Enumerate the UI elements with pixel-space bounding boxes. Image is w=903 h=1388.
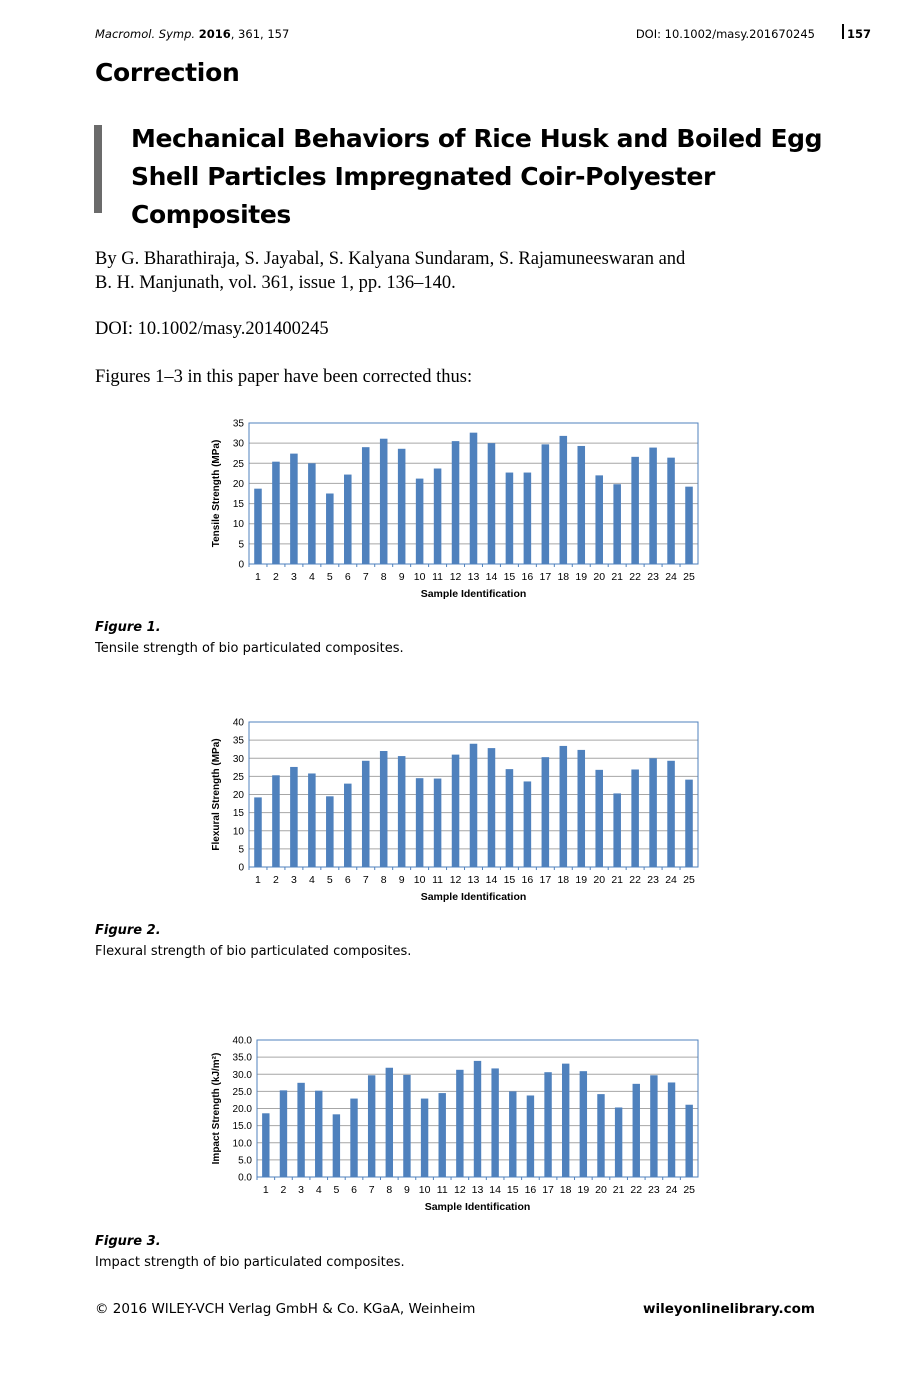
bar <box>386 1068 393 1177</box>
y-tick-label: 10 <box>232 826 244 838</box>
x-tick-label: 25 <box>683 571 695 583</box>
y-tick-label: 5 <box>238 539 244 551</box>
bar <box>650 1075 657 1177</box>
x-tick-label: 10 <box>413 571 426 583</box>
bar <box>290 767 298 867</box>
bar <box>308 463 316 564</box>
bar <box>398 756 406 867</box>
bar <box>452 755 460 867</box>
bar <box>368 1075 375 1177</box>
x-tick-label: 15 <box>503 571 516 583</box>
bar <box>254 489 262 564</box>
bar <box>272 462 280 564</box>
bar <box>470 433 478 564</box>
x-tick-label: 16 <box>521 874 534 886</box>
bar <box>631 769 639 867</box>
y-tick-label: 40.0 <box>232 1035 252 1047</box>
x-tick-label: 3 <box>290 874 297 886</box>
y-tick-label: 0 <box>238 862 244 874</box>
bar <box>262 1113 269 1177</box>
x-tick-label: 6 <box>344 571 351 583</box>
bar <box>613 793 621 867</box>
y-tick-label: 40 <box>232 717 244 729</box>
x-tick-label: 20 <box>595 1184 607 1196</box>
y-tick-label: 30.0 <box>232 1069 252 1081</box>
x-tick-label: 17 <box>539 874 552 886</box>
x-axis-title: Sample Identification <box>420 891 527 903</box>
figure-1-caption: Tensile strength of bio particulated composites. <box>95 641 404 656</box>
bar <box>434 779 442 867</box>
x-tick-label: 1 <box>255 571 261 583</box>
bar <box>595 475 603 564</box>
bar <box>685 780 693 867</box>
x-tick-label: 9 <box>398 874 405 886</box>
bar <box>280 1090 287 1177</box>
bar <box>297 1083 304 1177</box>
bar <box>344 475 352 564</box>
bar <box>562 1064 569 1177</box>
y-tick-label: 15.0 <box>232 1121 252 1133</box>
journal-volume-pages: , 361, 157 <box>230 27 290 41</box>
bar <box>577 446 585 564</box>
x-tick-label: 17 <box>542 1184 554 1196</box>
x-tick-label: 25 <box>683 1184 696 1196</box>
x-tick-label: 23 <box>648 1184 660 1196</box>
bar <box>542 757 550 867</box>
y-tick-label: 0.0 <box>238 1172 252 1184</box>
x-axis-title: Sample Identification <box>424 1201 531 1213</box>
x-tick-label: 20 <box>593 874 606 886</box>
x-tick-label: 14 <box>489 1184 501 1196</box>
y-tick-label: 30 <box>232 753 244 765</box>
bar <box>254 797 262 867</box>
x-tick-label: 13 <box>471 1184 484 1196</box>
bar <box>488 748 496 867</box>
footer-copyright: © 2016 WILEY-VCH Verlag GmbH & Co. KGaA, Weinheim <box>95 1301 476 1317</box>
x-tick-label: 25 <box>683 874 695 886</box>
bar <box>326 796 334 867</box>
bar <box>560 746 568 867</box>
bar <box>580 1071 587 1177</box>
bar <box>380 751 388 867</box>
x-tick-label: 16 <box>521 571 534 583</box>
x-tick-label: 3 <box>290 571 297 583</box>
y-tick-label: 35 <box>232 418 244 430</box>
x-tick-label: 24 <box>665 1184 678 1196</box>
bar <box>527 1095 534 1177</box>
figure-2-caption: Flexural strength of bio particulated composites. <box>95 944 412 959</box>
bar <box>439 1093 446 1177</box>
article-doi: DOI: 10.1002/masy.201400245 <box>95 319 329 339</box>
x-tick-label: 7 <box>368 1184 375 1196</box>
bar <box>362 761 370 867</box>
bar <box>615 1107 622 1177</box>
bar <box>491 1068 498 1177</box>
bar <box>685 1105 692 1177</box>
title-accent-bar <box>94 125 102 213</box>
x-tick-label: 11 <box>432 874 444 886</box>
journal-name: Macromol. Symp. <box>95 27 196 41</box>
x-tick-label: 5 <box>326 874 333 886</box>
bar <box>362 447 370 564</box>
x-tick-label: 7 <box>362 571 369 583</box>
x-tick-label: 4 <box>315 1184 322 1196</box>
x-tick-label: 3 <box>298 1184 305 1196</box>
x-tick-label: 19 <box>575 874 588 886</box>
x-tick-label: 9 <box>404 1184 410 1196</box>
x-tick-label: 19 <box>575 571 588 583</box>
x-tick-label: 24 <box>665 874 677 886</box>
bar <box>380 439 388 564</box>
y-tick-label: 25.0 <box>232 1086 252 1098</box>
bar <box>315 1091 322 1177</box>
x-tick-label: 8 <box>386 1184 393 1196</box>
x-tick-label: 5 <box>326 571 333 583</box>
x-tick-label: 15 <box>503 874 516 886</box>
bar <box>470 744 478 867</box>
intro-text: Figures 1–3 in this paper have been corrected thus: <box>95 367 473 387</box>
x-tick-label: 5 <box>333 1184 340 1196</box>
x-tick-label: 19 <box>577 1184 590 1196</box>
bar <box>488 443 496 564</box>
x-axis-title: Sample Identification <box>420 588 527 600</box>
x-tick-label: 12 <box>449 571 462 583</box>
bar <box>524 781 532 867</box>
bar <box>421 1099 428 1177</box>
x-tick-label: 17 <box>539 571 552 583</box>
bar <box>613 484 621 564</box>
bar <box>506 769 514 867</box>
bar <box>326 494 334 565</box>
y-tick-label: 15 <box>232 499 244 511</box>
x-tick-label: 8 <box>380 571 387 583</box>
byline <box>95 247 795 295</box>
bar <box>631 457 639 564</box>
x-tick-label: 18 <box>559 1184 572 1196</box>
x-tick-label: 24 <box>665 571 677 583</box>
x-tick-label: 4 <box>308 874 315 886</box>
bar <box>506 473 514 564</box>
bar <box>398 449 406 564</box>
figure-2-chart <box>205 711 705 907</box>
x-tick-label: 23 <box>647 874 659 886</box>
y-tick-label: 15 <box>232 808 244 820</box>
y-tick-label: 0 <box>238 559 244 571</box>
bar <box>595 770 603 867</box>
bar <box>456 1070 463 1177</box>
y-tick-label: 20.0 <box>232 1104 252 1115</box>
bar <box>633 1084 640 1177</box>
bar <box>403 1075 410 1177</box>
x-tick-label: 2 <box>280 1184 287 1196</box>
figure-1-label: Figure 1. <box>95 620 161 635</box>
figure-3-chart <box>205 1030 705 1218</box>
footer-website: wileyonlinelibrary.com <box>643 1301 815 1317</box>
bar <box>434 469 442 564</box>
section-title: Correction <box>95 58 240 87</box>
x-tick-label: 22 <box>629 874 641 886</box>
article-title-line2: Shell Particles Impregnated Coir-Polyester Composites <box>131 162 715 229</box>
x-tick-label: 16 <box>524 1184 537 1196</box>
x-tick-label: 13 <box>467 874 480 886</box>
x-tick-label: 21 <box>611 571 624 583</box>
bar <box>597 1094 604 1177</box>
y-axis-title: Flexural Strength (MPa) <box>211 738 222 851</box>
byline-line2: B. H. Manjunath, vol. 361, issue 1, pp. 136–140. <box>95 273 456 293</box>
bar <box>560 436 568 564</box>
x-tick-label: 1 <box>262 1184 269 1196</box>
bar <box>667 761 675 867</box>
bar <box>308 773 316 867</box>
running-header-citation <box>95 27 289 41</box>
y-tick-label: 20 <box>232 790 244 801</box>
x-tick-label: 14 <box>485 571 498 583</box>
y-tick-label: 35.0 <box>232 1052 252 1064</box>
bar <box>649 758 657 867</box>
x-tick-label: 21 <box>611 874 624 886</box>
bar <box>272 775 280 867</box>
bar <box>667 458 675 564</box>
x-tick-label: 7 <box>362 874 369 886</box>
bar <box>524 473 532 564</box>
header-divider <box>842 24 844 39</box>
bar <box>649 448 657 564</box>
x-tick-label: 2 <box>273 571 279 583</box>
y-tick-label: 20 <box>232 478 244 490</box>
bar <box>668 1082 675 1177</box>
bar <box>452 441 460 564</box>
x-tick-label: 15 <box>506 1184 519 1196</box>
x-tick-label: 18 <box>557 571 570 583</box>
y-tick-label: 30 <box>232 438 244 450</box>
journal-year: 2016 <box>198 27 231 41</box>
y-tick-label: 5.0 <box>238 1155 252 1167</box>
bar <box>474 1061 481 1177</box>
x-tick-label: 18 <box>557 874 570 886</box>
bar <box>544 1072 551 1177</box>
bar <box>685 487 693 564</box>
bar <box>350 1099 357 1177</box>
x-tick-label: 12 <box>454 1184 466 1196</box>
x-tick-label: 9 <box>398 571 405 583</box>
x-tick-label: 22 <box>630 1184 643 1196</box>
x-tick-label: 12 <box>449 874 462 886</box>
x-tick-label: 13 <box>467 571 480 583</box>
running-header-doi: DOI: 10.1002/masy.201670245 <box>635 27 815 41</box>
figure-3-label: Figure 3. <box>95 1234 161 1249</box>
article-title <box>131 120 851 234</box>
y-tick-label: 10.0 <box>232 1138 252 1150</box>
x-tick-label: 23 <box>647 571 659 583</box>
y-tick-label: 10 <box>232 519 244 531</box>
x-tick-label: 4 <box>308 571 315 583</box>
bar <box>509 1091 516 1177</box>
x-tick-label: 8 <box>380 874 387 886</box>
bar <box>290 454 298 564</box>
bar <box>416 479 424 564</box>
x-tick-label: 20 <box>593 571 606 583</box>
x-tick-label: 11 <box>432 571 444 583</box>
y-axis-title: Tensile Strength (MPa) <box>211 439 222 548</box>
bar <box>344 784 352 867</box>
x-tick-label: 22 <box>629 571 641 583</box>
x-tick-label: 11 <box>436 1184 448 1196</box>
x-tick-label: 10 <box>413 874 426 886</box>
y-tick-label: 25 <box>232 771 244 783</box>
x-tick-label: 6 <box>351 1184 357 1196</box>
x-tick-label: 6 <box>344 874 351 886</box>
y-tick-label: 25 <box>232 458 244 470</box>
x-tick-label: 2 <box>273 874 279 886</box>
bar <box>577 750 585 867</box>
y-tick-label: 35 <box>232 735 244 747</box>
byline-line1: By G. Bharathiraja, S. Jayabal, S. Kalyana Sundaram, S. Rajamuneeswaran and <box>95 249 686 269</box>
x-tick-label: 10 <box>418 1184 431 1196</box>
x-tick-label: 14 <box>485 874 498 886</box>
y-tick-label: 5 <box>238 844 244 856</box>
article-title-line1: Mechanical Behaviors of Rice Husk and Boiled Egg <box>131 124 823 153</box>
figure-3-caption: Impact strength of bio particulated composites. <box>95 1255 405 1270</box>
x-tick-label: 1 <box>255 874 261 886</box>
page-number: 157 <box>847 27 872 41</box>
figure-1-chart <box>205 412 705 604</box>
bar <box>333 1114 340 1177</box>
x-tick-label: 21 <box>612 1184 625 1196</box>
bar <box>416 778 424 867</box>
figure-2-label: Figure 2. <box>95 923 161 938</box>
bar <box>542 444 550 564</box>
y-axis-title: Impact Strength (kJ/m²) <box>211 1052 222 1165</box>
